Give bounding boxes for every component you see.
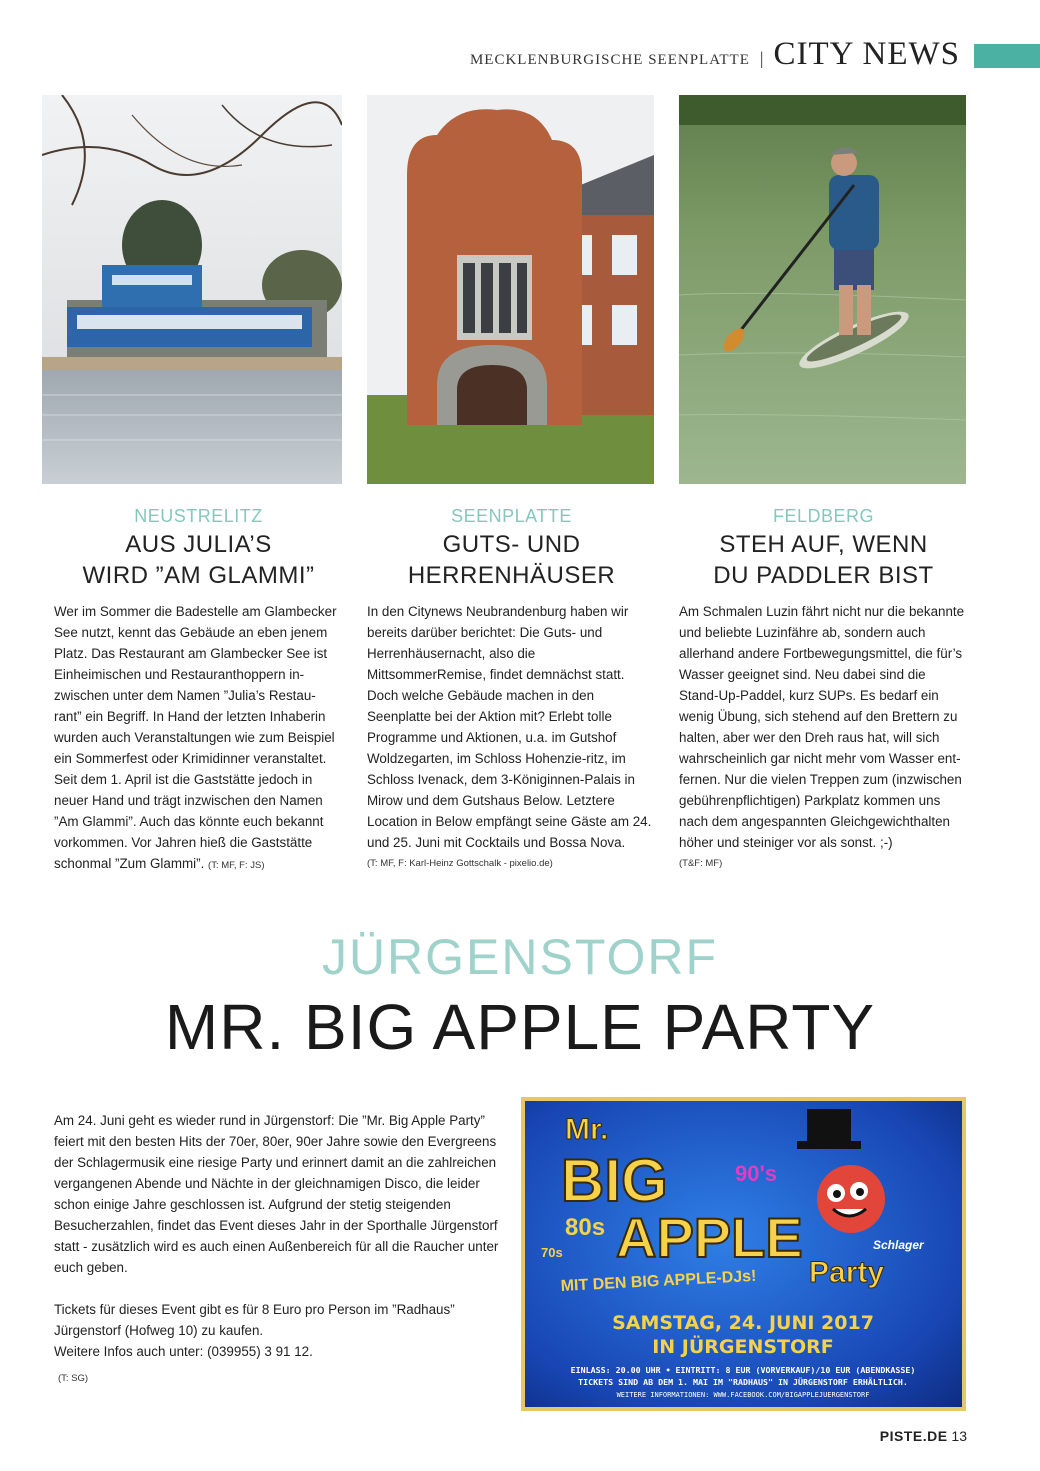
page-footer [880, 1428, 967, 1444]
article-location: FELDBERG [772, 506, 875, 526]
feature-title: MR. BIG APPLE PARTY [164, 991, 876, 1063]
poster-djs: MIT DEN BIG APPLE-DJs! [560, 1267, 757, 1295]
feature-paragraph: Tickets für dieses Event gibt es für 8 Euro pro Person im ”Radhaus” Jürgenstorf (Hofweg 10) zu kaufen. [54, 1302, 455, 1338]
article-body [679, 601, 968, 874]
page-header [470, 36, 960, 76]
poster-info: EINLASS: 20.00 UHR • EINTRITT: 8 EUR (VORVERKAUF)/10 EUR (ABENDKASSE) [570, 1365, 916, 1375]
poster-big: BIG [561, 1147, 668, 1214]
footer-brand: PISTE.DE [879, 1428, 948, 1444]
article-title-line: DU PADDLER BIST [713, 562, 934, 589]
photo-restaurant-lake [42, 95, 342, 484]
poster-schlager: Schlager [873, 1238, 924, 1252]
feature-credit: (T: SG) [58, 1373, 89, 1384]
poster-info: TICKETS SIND AB DEM 1. MAI IM "RADHAUS" IN JÜRGENSTORF ERHÄLTLICH. [578, 1377, 908, 1387]
region-label: MECKLENBURGISCHE SEENPLATTE [469, 52, 750, 68]
article-title-line: HERRENHÄUSER [407, 562, 616, 589]
article-title [679, 529, 968, 591]
article-title-line: AUS JULIA’S [125, 531, 272, 558]
poster-place: IN JÜRGENSTORF [652, 1336, 834, 1358]
event-poster [521, 1097, 966, 1411]
article-title-line: STEH AUF, WENN [719, 531, 928, 558]
poster-90s: 90's [735, 1161, 777, 1186]
poster-80s: 80s [565, 1214, 606, 1241]
photo-stand-up-paddler [679, 95, 966, 484]
article-title-line: WIRD ”AM GLAMMI” [82, 562, 315, 589]
article-credit: (T&F: MF) [679, 858, 723, 869]
page-number: 13 [951, 1428, 967, 1444]
article-seenplatte [367, 506, 656, 874]
article-title [54, 529, 343, 591]
article-text: Am Schmalen Luzin fährt nicht nur die bekannte und beliebte Luzinfähre ab, sondern auch allerhand andere Fortbewegungsmittel, die für’s Wasser geeignet sind. Neu dabei sind die Stand-Up-Paddel, kurz SUPs. Es bedarf ein wenig Übung, sich stehend auf den Brettern zu halten, aber wer den Dreh raus hat, will sich wahrscheinlich gar nicht mehr vom Wasser ent-fernen. Nur die vielen Treppen zum (inzwischen gebührenpflichtigen) Parkplatz kommen uns nach dem angespannten Gleichgewichthalten höher und steiniger vor als sonst. ;-) [679, 604, 965, 850]
poster-info: WEITERE INFORMATIONEN: WWW.FACEBOOK.COM/BIGAPPLEJUERGENSTORF [616, 1391, 870, 1399]
article-text: Wer im Sommer die Badestelle am Glambecker See nutzt, kennt das Gebäude an eben jenem Platz. Das Restaurant am Glambecker See ist Einheimischen und Restauranthoppern in-zwischen unter dem Namen ”Julia’s Restau-rant” ein Begriff. In Hand der letzten Inhaberin wurden auch Veranstaltungen wie zum Beispiel ein Sommerfest oder Krimidinner veranstaltet. Seit dem 1. April ist die Gaststätte jedoch in neuer Hand und trägt inzwischen den Namen ”Am Glammi”. Auch das könnte euch bekannt vorkommen. Vor Jahren hieß die Gaststätte schonmal ”Zum Glammi”. [54, 604, 337, 871]
header-separator: | [759, 48, 764, 68]
poster-70s: 70s [541, 1245, 563, 1260]
article-feldberg [679, 506, 968, 874]
feature-body [54, 1110, 504, 1389]
article-title [367, 529, 656, 591]
article-location: SEENPLATTE [451, 506, 572, 526]
photo-brick-manor [367, 95, 654, 484]
feature-paragraph: Am 24. Juni geht es wieder rund in Jürgenstorf: Die ”Mr. Big Apple Party” feiert mit den besten Hits der 70er, 80er, 90er Jahre sowie den Evergreens der Schlagermusik eine riesige Party und erinnert damit an die zahlreichen vergangenen Abende und Nächte in der gleichnamigen Disco, die leider schon einige Jahre geschlossen ist. Aufgrund der stetig steigenden Besucherzahlen, findet das Event dieses Jahr in der Sporthalle Jürgenstorf statt - zusätzlich wird es auch einen Außenbereich für all die Raucher unter euch geben. [54, 1113, 499, 1275]
feature-location: JÜRGENSTORF [321, 929, 719, 985]
poster-date: SAMSTAG, 24. JUNI 2017 [612, 1312, 874, 1334]
article-body [54, 601, 343, 876]
poster-apple: APPLE [616, 1206, 803, 1269]
article-credit: (T: MF, F: Karl-Heinz Gottschalk - pixelio.de) [367, 858, 553, 869]
feature-paragraph: Weitere Infos auch unter: (039955) 3 91 12. [54, 1344, 313, 1359]
header-accent-bar [974, 44, 1040, 68]
article-credit: (T: MF, F: JS) [208, 860, 265, 871]
poster-mr: Mr. [565, 1113, 609, 1146]
section-title: CITY NEWS [773, 36, 960, 72]
article-text: In den Citynews Neubrandenburg haben wir bereits darüber berichtet: Die Guts- und Herrenhäusernacht, also die MittsommerRemise, findet demnächst statt. Doch welche Gebäude machen in den Seenplatte bei der Aktion mit? Erlebt tolle Programme und Aktionen, u.a. im Gutshof Woldzegarten, im Schloss Hohenzie-ritz, im Schloss Ivenack, dem 3-Königinnen-Palais in Mirow und dem Gutshaus Below. Letztere Location in Below empfängt seine Gäste am 24. und 25. Juni mit Cocktails und Bossa Nova. [367, 604, 652, 850]
article-body [367, 601, 656, 874]
article-location: NEUSTRELITZ [134, 506, 263, 526]
poster-party: Party [809, 1256, 885, 1289]
article-title-line: GUTS- UND [442, 531, 581, 558]
article-neustrelitz [54, 506, 343, 876]
